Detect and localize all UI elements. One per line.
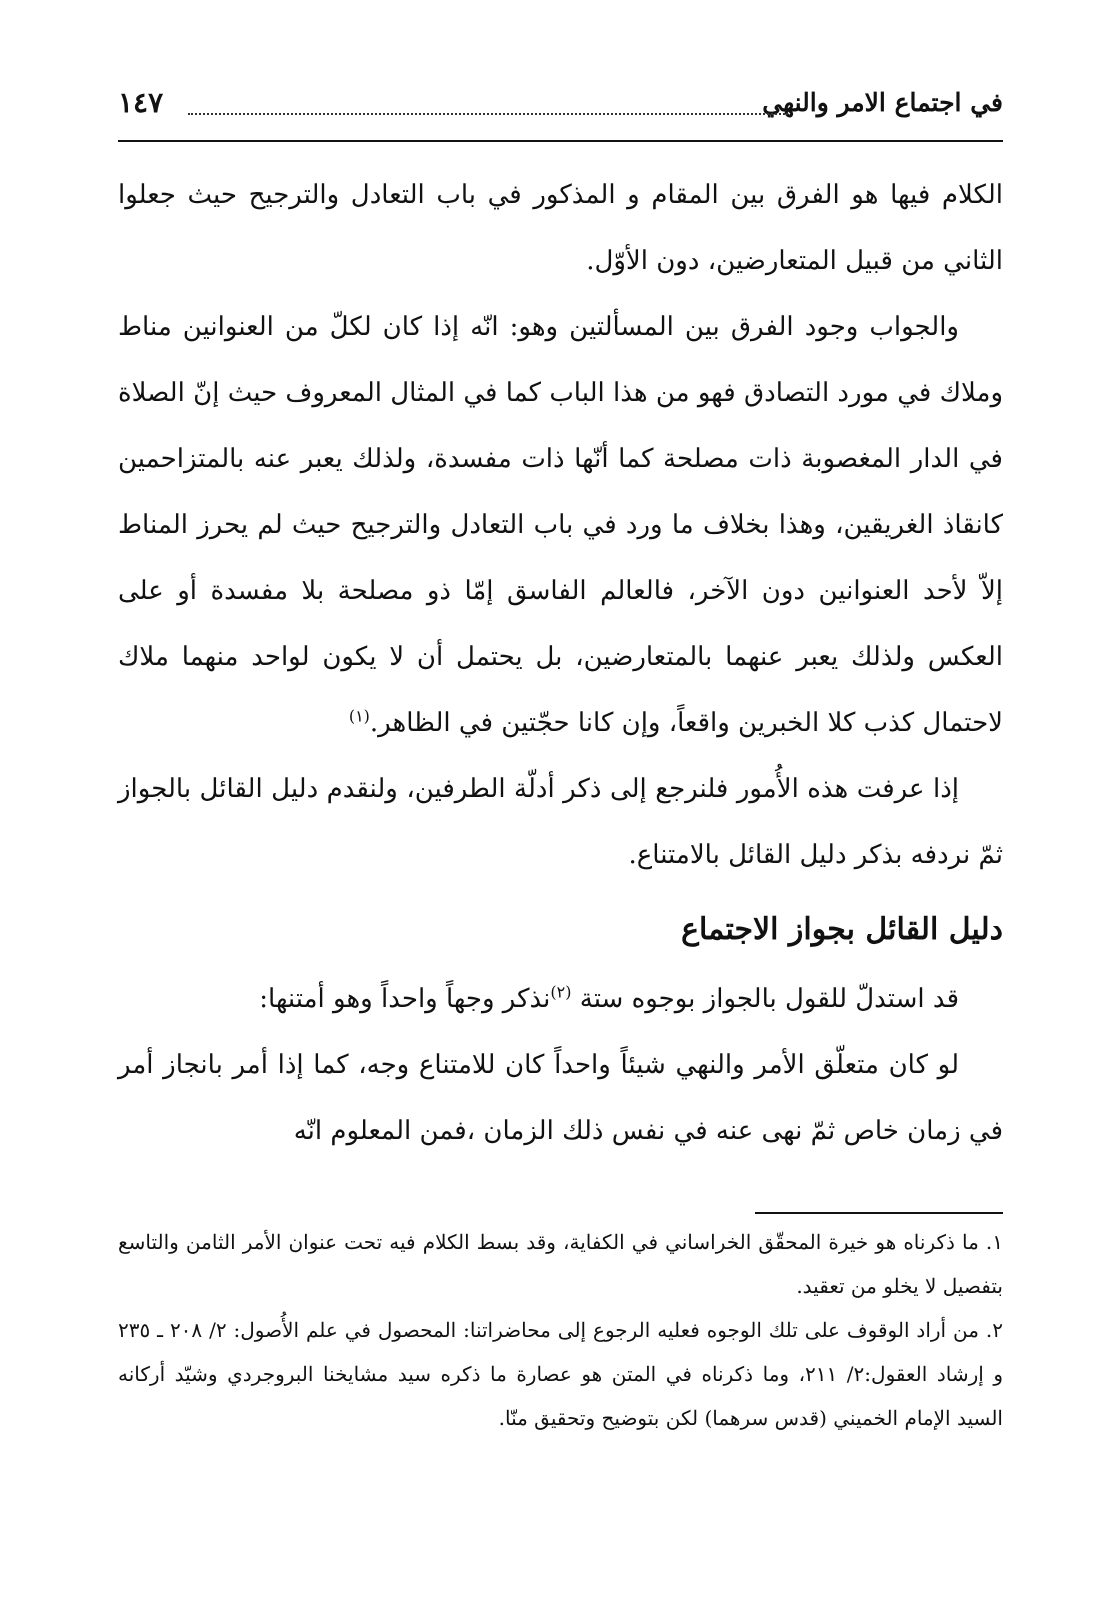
section-paragraph: لو كان متعلّق الأمر والنهي شيئاً واحداً كان للامتناع وجه، كما إذا أمر بانجاز أمر في زمان خاص ثمّ نهى عنه في نفس ذلك الزمان ،فمن المعلوم انّه <box>118 1050 1003 1146</box>
footnote-rule <box>755 1212 1003 1214</box>
page-header <box>118 80 1003 132</box>
paragraph-2-text: والجواب وجود الفرق بين المسألتين وهو: انّه إذا كان لكلّ من العنوانين مناط وملاك في مورد التصادق فهو من هذا الباب كما في المثال المعروف حيث إنّ الصلاة في الدار المغصوبة ذات مصلحة كما أنّها ذات مفسدة، ولذلك يعبر عنه بالمتزاحمين كانقاذ الغريقين، وهذا بخلاف ما ورد في باب التعادل والترجيح حيث لم يحرز المناط إلاّ لأحد العنوانين دون الآخر، فالعالم الفاسق إمّا ذو مصلحة بلا مفسدة أو على العكس ولذلك يعبر عنهما بالمتعارضين، بل يحتمل أن لا يكون لواحد منهما ملاك لاحتمال كذب كلا الخبرين واقعاً، وإن كانا حجّتين في الظاهر. <box>118 312 1003 738</box>
header-rule <box>118 140 1003 142</box>
paragraph-1: الكلام فيها هو الفرق بين المقام و المذكور في باب التعادل والترجيح حيث جعلوا الثاني من قبيل المتعارضين، دون الأوّل. <box>118 180 1003 276</box>
footnote-2: ٢. من أراد الوقوف على تلك الوجوه فعليه الرجوع إلى محاضراتنا: المحصول في علم الأُصول: ٢/ ٢٠٨ ـ ٢٣٥ و إرشاد العقول:٢/ ٢١١، وما ذكرناه في المتن هو عصارة ما ذكره سيد مشايخنا البروجردي وشيّد أركانه السيد الإمام الخميني (قدس سرهما) لكن بتوضيح وتحقيق منّا. <box>118 1318 1003 1430</box>
section-intro-text-b: نذكر وجهاً واحداً وهو أمتنها: <box>259 984 551 1014</box>
section-heading: دليل القائل بجواز الاجتماع <box>681 912 1003 947</box>
footnote-1: ١. ما ذكرناه هو خيرة المحقّق الخراساني في الكفاية، وقد بسط الكلام فيه تحت عنوان الأمر الثامن والتاسع بتفصيل لا يخلو من تعقيد. <box>118 1230 1003 1298</box>
paragraph-3: إذا عرفت هذه الأُمور فلنرجع إلى ذكر أدلّة الطرفين، ولنقدم دليل القائل بالجواز ثمّ نردفه بذكر دليل القائل بالامتناع. <box>118 774 1003 870</box>
section-intro-text-a: قد استدلّ للقول بالجواز بوجوه ستة <box>579 984 959 1014</box>
footnotes <box>118 1212 1003 1440</box>
footnote-ref-2: (٢) <box>550 982 572 1002</box>
paragraph-2 <box>118 294 1003 756</box>
footnote-ref-1: (١) <box>348 706 370 726</box>
dot-leader <box>188 113 788 115</box>
running-title: في اجتماع الامر والنهي <box>762 88 1003 117</box>
main-text <box>118 162 1003 1164</box>
section-intro <box>118 966 1003 1032</box>
page-number: ١٤٧ <box>118 86 164 119</box>
book-page <box>118 80 1003 1580</box>
